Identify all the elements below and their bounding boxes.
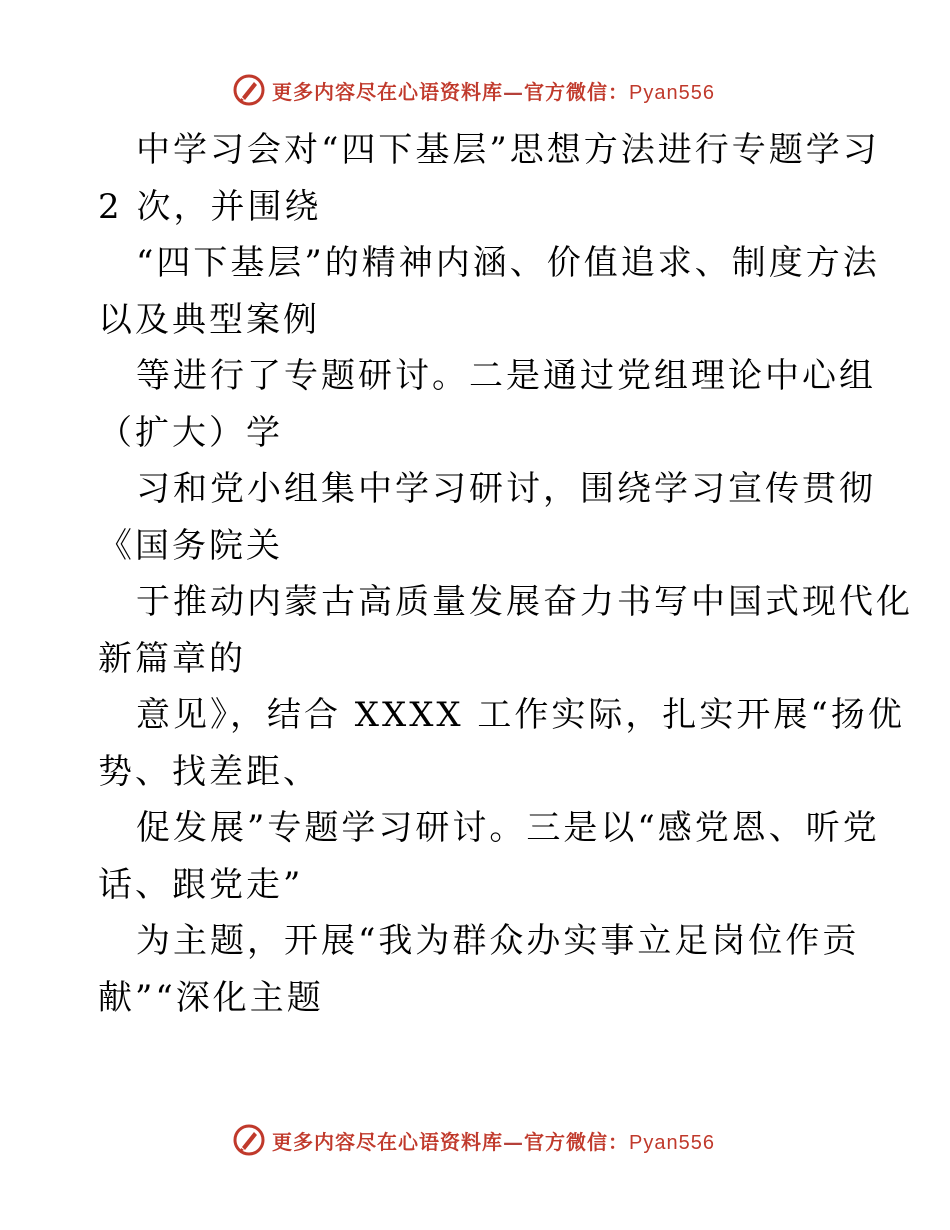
text-line: 中学习会对“四下基层”思想方法进行专题学习	[136, 130, 880, 170]
text-line: 习和党小组集中学习研讨，围绕学习宣传贯彻	[136, 469, 876, 509]
text-line: 势、找差距、	[98, 751, 320, 792]
watermark-id: Pyan556	[629, 81, 715, 104]
text-line: 《国务院关	[98, 525, 283, 566]
text-line: （扩大）学	[98, 412, 283, 453]
text-line: 等进行了专题研讨。二是通过党组理论中心组	[136, 356, 876, 396]
pen-logo-icon	[232, 1123, 266, 1157]
pen-logo-icon	[232, 73, 266, 107]
text-line: “四下基层”的精神内涵、价值追求、制度方法	[136, 243, 880, 283]
watermark-id: Pyan556	[629, 1131, 715, 1154]
watermark-title: 更多内容尽在心语资料库	[272, 79, 503, 104]
text-line: 话、跟党走”	[98, 864, 304, 905]
text-line: 意见》，结合 XXXX 工作实际，扎实开展“扬优	[136, 695, 905, 735]
watermark-title: 更多内容尽在心语资料库	[272, 1129, 503, 1154]
watermark-label: 官方微信：	[524, 1129, 629, 1154]
header-watermark	[232, 70, 715, 110]
body-text	[98, 122, 913, 1026]
text-line: 促发展”专题学习研讨。三是以“感党恩、听党	[136, 808, 880, 848]
text-line: 2 次，并围绕	[98, 186, 322, 227]
text-line: 以及典型案例	[98, 299, 320, 340]
text-line: 于推动内蒙古高质量发展奋力书写中国式现代化	[136, 582, 913, 622]
text-line: 献”“深化主题	[98, 977, 324, 1018]
footer-watermark	[232, 1120, 715, 1160]
watermark-separator: —	[503, 1129, 524, 1154]
watermark-separator: —	[503, 79, 524, 104]
watermark-label: 官方微信：	[524, 79, 629, 104]
watermark-text	[272, 1126, 715, 1155]
watermark-text	[272, 76, 715, 105]
text-line: 为主题，开展“我为群众办实事立足岗位作贡	[136, 921, 860, 961]
text-line: 新篇章的	[98, 638, 246, 679]
